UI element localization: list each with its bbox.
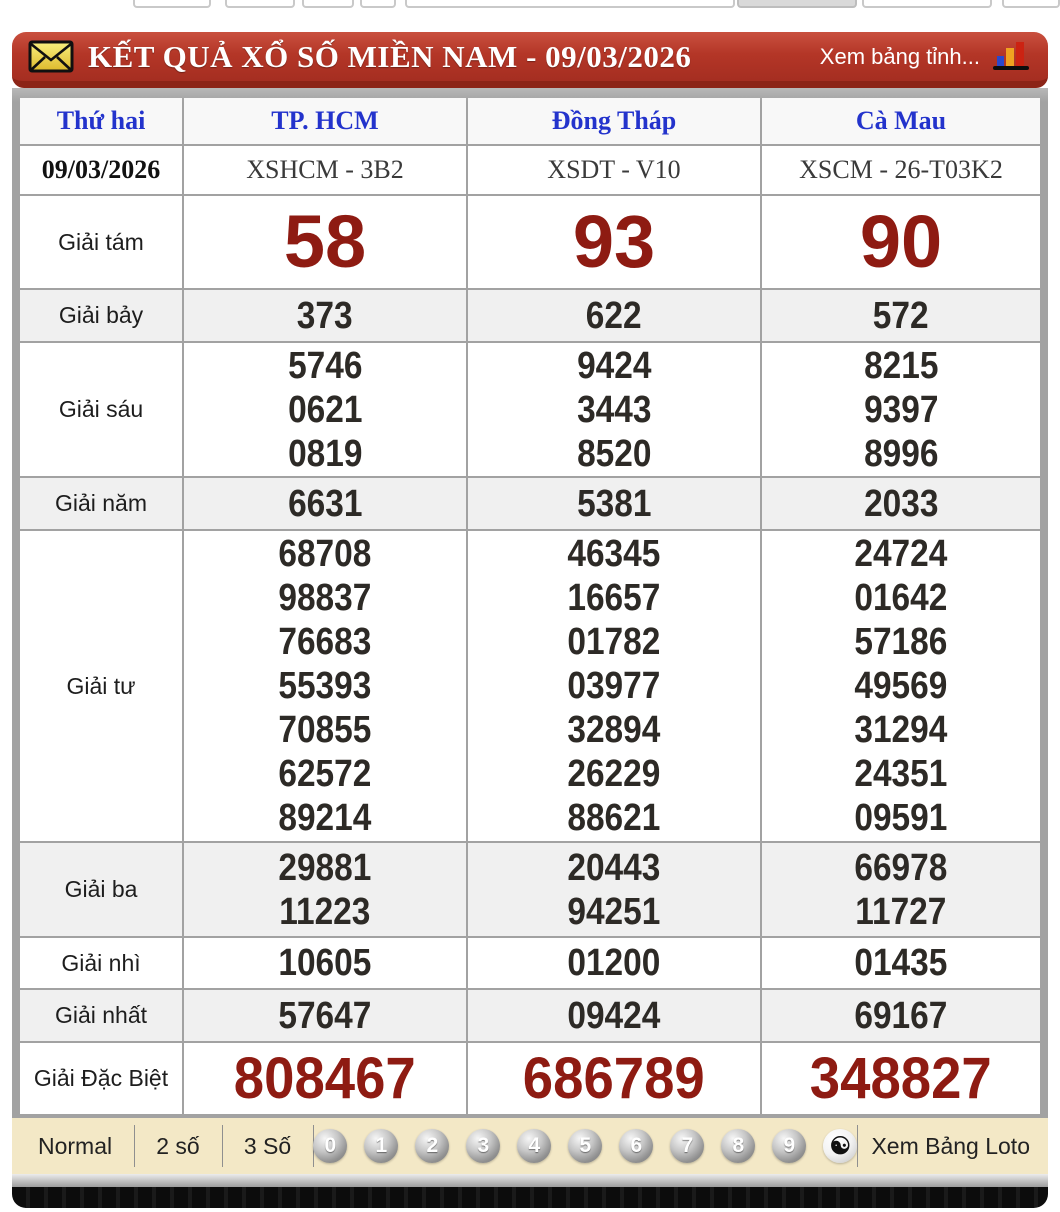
prize-row-6 <box>20 343 1040 476</box>
province-header-dongthap[interactable]: Đồng Tháp <box>551 106 677 135</box>
prize-number: 31294 <box>854 709 948 751</box>
prize-number: 572 <box>873 294 929 337</box>
prize-number: 62572 <box>278 753 372 795</box>
results-table <box>12 88 1048 1118</box>
prize-number: 373 <box>297 294 353 337</box>
prize-number: 3443 <box>576 388 652 431</box>
mode-3so[interactable]: 3 Số <box>243 1132 292 1159</box>
bar-chart-icon[interactable] <box>990 40 1032 74</box>
top-input-fragment[interactable] <box>225 0 295 8</box>
prize-number: 57647 <box>278 994 372 1037</box>
prize-number: 66978 <box>854 846 948 889</box>
prize-number: 58 <box>283 200 367 283</box>
prize-number: 57186 <box>854 621 948 663</box>
prize-number: 16657 <box>567 577 661 619</box>
prize-number: 32894 <box>567 709 661 751</box>
prize-number: 24351 <box>854 753 948 795</box>
weekday-header: Thứ hai <box>56 106 146 135</box>
prize-label: Giải tư <box>66 672 136 699</box>
prize-number: 94251 <box>567 890 661 933</box>
prize-number: 24724 <box>854 533 948 575</box>
digit-ball-2[interactable]: 2 <box>415 1129 449 1163</box>
top-input-fragment[interactable] <box>360 0 396 8</box>
prize-row-5 <box>20 478 1040 529</box>
draw-code: XSCM - 26-T03K2 <box>799 155 1003 184</box>
prize-number: 9424 <box>576 344 652 387</box>
draw-code: XSHCM - 3B2 <box>246 155 404 184</box>
prize-number: 01782 <box>567 621 661 663</box>
prize-number: 10605 <box>278 942 372 984</box>
digit-balls <box>313 1129 857 1163</box>
prize-number: 68708 <box>278 533 372 575</box>
prize-number: 348827 <box>810 1045 992 1111</box>
digit-ball-1[interactable]: 1 <box>364 1129 398 1163</box>
top-input-fragment[interactable] <box>302 0 354 8</box>
province-header-hcm[interactable]: TP. HCM <box>271 106 379 135</box>
prize-number: 29881 <box>278 846 372 889</box>
top-button-fragment[interactable] <box>737 0 857 8</box>
province-header-camau[interactable]: Cà Mau <box>855 106 947 135</box>
prize-label: Giải nhì <box>61 949 141 976</box>
prize-label: Giải tám <box>58 228 144 255</box>
digit-ball-9[interactable]: 9 <box>772 1129 806 1163</box>
prize-number: 46345 <box>567 533 661 575</box>
draw-code-row <box>20 146 1040 194</box>
prize-number: 55393 <box>278 665 372 707</box>
prize-number: 11223 <box>279 890 371 933</box>
prize-row-special <box>20 1043 1040 1114</box>
prize-label: Giải nhất <box>54 1002 148 1028</box>
prize-number: 2033 <box>863 482 939 525</box>
province-table-link[interactable]: Xem bảng tỉnh... <box>819 43 980 69</box>
prize-number: 808467 <box>234 1045 416 1111</box>
prize-number: 76683 <box>278 621 372 663</box>
bottom-shadow-bar <box>12 1187 1048 1208</box>
prize-number: 0621 <box>287 388 363 431</box>
lottery-widget <box>12 32 1048 1208</box>
prize-row-4 <box>20 531 1040 841</box>
prize-number: 6631 <box>287 482 363 525</box>
digit-ball-7[interactable]: 7 <box>670 1129 704 1163</box>
prize-number: 26229 <box>567 753 661 795</box>
top-input-fragment[interactable] <box>862 0 992 8</box>
bottom-gray-edge <box>12 1174 1048 1187</box>
top-input-fragment[interactable] <box>133 0 211 8</box>
prize-number: 88621 <box>567 797 661 839</box>
digit-ball-3[interactable]: 3 <box>466 1129 500 1163</box>
digit-ball-0[interactable]: 0 <box>313 1129 347 1163</box>
prize-number: 8520 <box>576 432 652 475</box>
prize-number: 0819 <box>287 432 363 475</box>
digit-ball-8[interactable]: 8 <box>721 1129 755 1163</box>
prize-row-3 <box>20 843 1040 936</box>
prize-number: 03977 <box>567 665 661 707</box>
prize-label: Giải năm <box>54 490 148 516</box>
prize-number: 09424 <box>567 994 661 1037</box>
digit-ball-6[interactable]: 6 <box>619 1129 653 1163</box>
prize-number: 98837 <box>278 577 372 619</box>
loto-table-link[interactable]: Xem Bảng Loto <box>871 1132 1030 1159</box>
prize-number: 8215 <box>863 344 939 387</box>
top-form-strip <box>0 0 1060 11</box>
prize-number: 01642 <box>854 577 948 619</box>
prize-number: 70855 <box>278 709 372 751</box>
prize-number: 686789 <box>523 1045 705 1111</box>
digit-ball-5[interactable]: 5 <box>568 1129 602 1163</box>
top-input-fragment[interactable] <box>1002 0 1060 8</box>
draw-date: 09/03/2026 <box>41 155 161 184</box>
prize-row-2 <box>20 938 1040 988</box>
prize-label: Giải sáu <box>58 396 144 422</box>
prize-number: 49569 <box>854 665 948 707</box>
prize-label: Giải Đặc Biệt <box>33 1065 169 1091</box>
prize-number: 20443 <box>567 846 661 889</box>
prize-label: Giải ba <box>64 876 138 902</box>
yinyang-icon[interactable]: ☯ <box>823 1129 857 1163</box>
prize-row-1 <box>20 990 1040 1041</box>
digit-ball-4[interactable]: 4 <box>517 1129 551 1163</box>
prize-row-8 <box>20 196 1040 288</box>
prize-number: 89214 <box>278 797 372 839</box>
prize-number: 622 <box>586 294 642 337</box>
prize-number: 01435 <box>854 942 948 984</box>
page-title: KẾT QUẢ XỔ SỐ MIỀN NAM - 09/03/2026 <box>88 38 692 74</box>
prize-label: Giải bảy <box>58 302 144 328</box>
prize-number: 01200 <box>567 942 661 984</box>
prize-number: 93 <box>572 200 656 283</box>
prize-number: 69167 <box>854 994 948 1037</box>
column-header-row <box>20 98 1040 144</box>
prize-number: 5746 <box>287 344 363 387</box>
top-input-fragment[interactable] <box>405 0 735 8</box>
prize-number: 5381 <box>576 482 652 525</box>
prize-row-7 <box>20 290 1040 341</box>
draw-code: XSDT - V10 <box>547 155 681 184</box>
mode-2so[interactable]: 2 số <box>156 1132 200 1159</box>
prize-number: 09591 <box>854 797 948 839</box>
prize-number: 11727 <box>855 890 947 933</box>
loto-filter-bar <box>12 1118 1048 1174</box>
mode-normal[interactable]: Normal <box>38 1132 113 1159</box>
prize-number: 8996 <box>863 432 939 475</box>
prize-number: 90 <box>859 200 943 283</box>
title-bar <box>12 32 1048 88</box>
envelope-icon <box>28 40 74 73</box>
prize-number: 9397 <box>863 388 939 431</box>
